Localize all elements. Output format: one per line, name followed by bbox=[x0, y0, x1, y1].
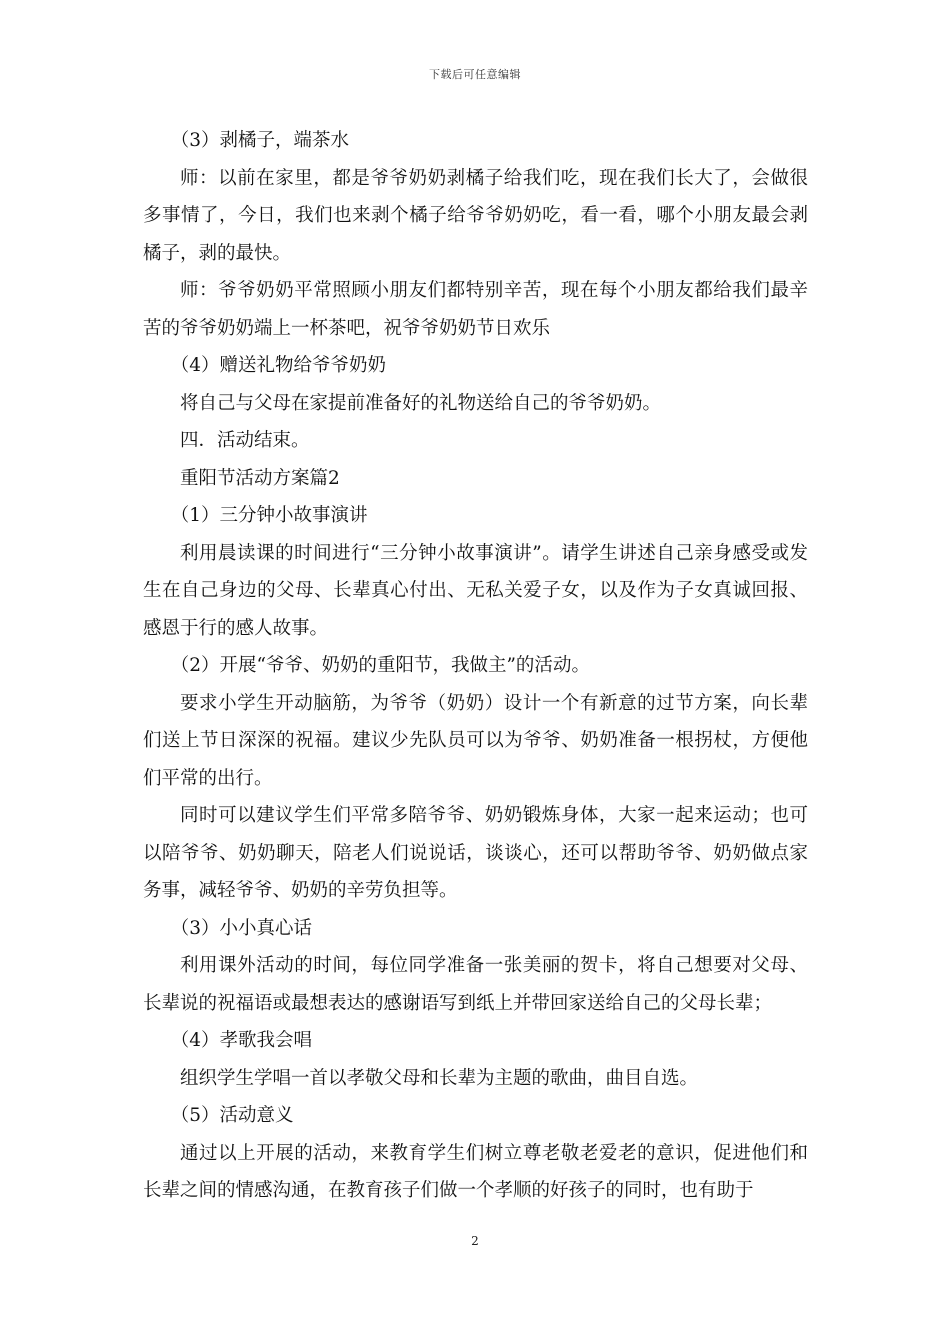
section-subheading: （2）开展“爷爷、奶奶的重阳节，我做主”的活动。 bbox=[170, 655, 590, 676]
page-header: 下载后可任意编辑 bbox=[429, 68, 521, 81]
paragraph: 要求小学生开动脑筋，为爷爷（奶奶）设计一个有新意的过节方案，向长辈们送上节日深深的祝福。建议少先队员可以为爷爷、奶奶准备一根拐杖，方便他们平常的出行。 bbox=[143, 692, 808, 789]
section-subheading: （1）三分钟小故事演讲 bbox=[170, 505, 368, 526]
section-subheading: （3）小小真心话 bbox=[170, 917, 313, 939]
document-body bbox=[143, 122, 808, 1210]
paragraph: 通过以上开展的活动，来教育学生们树立尊老敬老爱老的意识，促进他们和长辈之间的情感沟通，在教育孩子们做一个孝顺的好孩子的同时，也有助于 bbox=[143, 1142, 808, 1201]
paragraph: 利用课外活动的时间，每位同学准备一张美丽的贺卡，将自己想要对父母、长辈说的祝福语或最想表达的感谢语写到纸上并带回家送给自己的父母长辈； bbox=[143, 955, 808, 1014]
paragraph: 重阳节活动方案篇2 bbox=[180, 467, 340, 489]
paragraph: 利用晨读课的时间进行“三分钟小故事演讲”。请学生讲述自己亲身感受或发生在自己身边的父母、长辈真心付出、无私关爱子女，以及作为子女真诚回报、感恩于行的感人故事。 bbox=[143, 542, 808, 639]
section-subheading: （5）活动意义 bbox=[170, 1105, 294, 1126]
paragraph: 师：爷爷奶奶平常照顾小朋友们都特别辛苦，现在每个小朋友都给我们最辛苦的爷爷奶奶端上一杯茶吧，祝爷爷奶奶节日欢乐 bbox=[143, 280, 808, 339]
paragraph: 将自己与父母在家提前准备好的礼物送给自己的爷爷奶奶。 bbox=[180, 392, 662, 414]
paragraph: 四．活动结束。 bbox=[180, 430, 310, 451]
paragraph: 同时可以建议学生们平常多陪爷爷、奶奶锻炼身体，大家一起来运动；也可以陪爷爷、奶奶聊天，陪老人们说说话，谈谈心，还可以帮助爷爷、奶奶做点家务事，减轻爷爷、奶奶的辛劳负担等。 bbox=[143, 805, 808, 901]
section-subheading: （4）孝歌我会唱 bbox=[170, 1030, 313, 1051]
paragraph: 师：以前在家里，都是爷爷奶奶剥橘子给我们吃，现在我们长大了，会做很多事情了，今日，我们也来剥个橘子给爷爷奶奶吃，看一看，哪个小朋友最会剥橘子，剥的最快。 bbox=[143, 167, 808, 264]
paragraph: 组织学生学唱一首以孝敬父母和长辈为主题的歌曲，曲目自选。 bbox=[180, 1067, 699, 1089]
section-subheading: （4）赠送礼物给爷爷奶奶 bbox=[170, 355, 387, 376]
section-subheading: （3）剥橘子，端茶水 bbox=[170, 130, 350, 151]
page-number: 2 bbox=[471, 1234, 479, 1248]
